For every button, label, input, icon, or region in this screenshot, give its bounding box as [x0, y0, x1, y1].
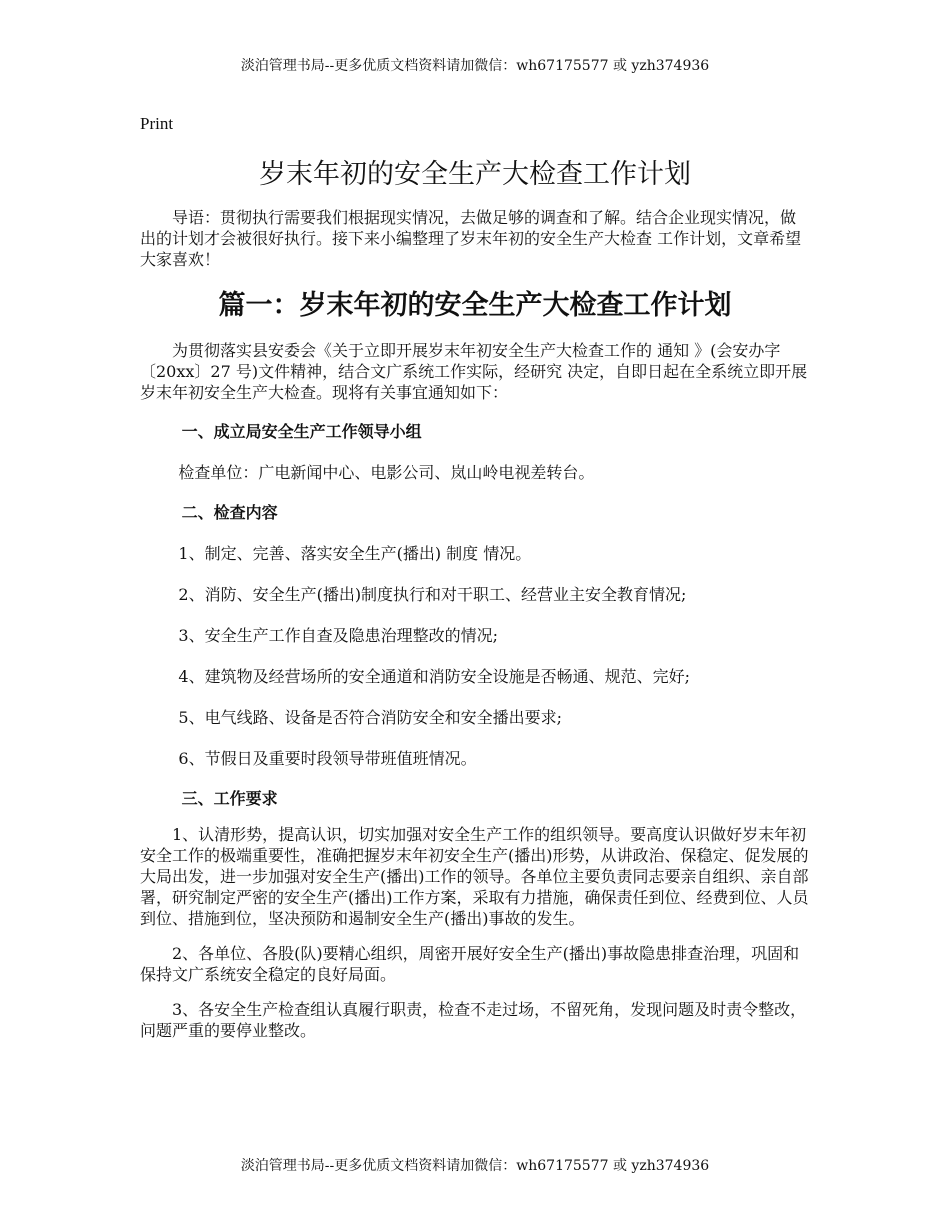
requirement-paragraph: 3、各安全生产检查组认真履行职责，检查不走过场，不留死角，发现问题及时责令整改，问题严重的要停业整改。: [140, 1000, 807, 1040]
requirement-paragraph: 2、各单位、各股(队)要精心组织，周密开展好安全生产(播出)事故隐患排查治理，巩固和保持文广系统安全稳定的良好局面。: [140, 944, 800, 984]
list-item: 3、安全生产工作自查及隐患治理整改的情况;: [178, 626, 498, 645]
list-item: 1、制定、完善、落实安全生产(播出) 制度 情况。: [178, 544, 532, 563]
page-header: 淡泊管理书局--更多优质文档资料请加微信：wh67175577 或 yzh374936: [240, 58, 710, 74]
print-label: Print: [140, 114, 174, 133]
section2-heading: 二、检查内容: [181, 503, 278, 522]
list-item: 2、消防、安全生产(播出)制度执行和对干职工、经营业主安全教育情况;: [178, 585, 687, 604]
requirement-paragraph: 1、认清形势，提高认识，切实加强对安全生产工作的组织领导。要高度认识做好岁末年初安全工作的极端重要性，准确把握岁末年初安全生产(播出)形势，从讲政治、保稳定、促发展的大局出发，进一步加强对安全生产(播出)工作的领导。各单位主要负责同志要亲自组织、亲自部署，研究制定严密的安全生产(播出)工作方案，采取有力措施，确保责任到位、经费到位、人员到位、措施到位，坚决预防和遏制安全生产(播出)事故的发生。: [140, 825, 809, 928]
list-item: 5、电气线路、设备是否符合消防安全和安全播出要求;: [178, 708, 562, 727]
page-footer: 淡泊管理书局--更多优质文档资料请加微信：wh67175577 或 yzh374936: [240, 1158, 710, 1174]
list-item: 4、建筑物及经营场所的安全通道和消防安全设施是否畅通、规范、完好;: [178, 667, 690, 686]
intro-paragraph: 导语：贯彻执行需要我们根据现实情况，去做足够的调查和了解。结合企业现实情况，做出的计划才会被很好执行。接下来小编整理了岁末年初的安全生产大检查 工作计划，文章希望大家喜欢！: [140, 208, 802, 269]
section1-text: 检查单位：广电新闻中心、电影公司、岚山岭电视差转台。: [178, 463, 595, 482]
document-body: [140, 155, 810, 1041]
section3-heading: 三、工作要求: [181, 789, 278, 808]
document-title: 岁末年初的安全生产大检查工作计划: [259, 159, 691, 190]
list-item: 6、节假日及重要时段领导带班值班情况。: [178, 749, 477, 768]
opening-paragraph: 为贯彻落实县安委会《关于立即开展岁末年初安全生产大检查工作的 通知 》(会安办字〔20xx〕27 号)文件精神，结合文广系统工作实际，经研究 决定，自即日起在全系统立即开展岁末年初安全生产大检查。现将有关事宜通知如下：: [140, 341, 808, 402]
section-subtitle: 篇一：岁末年初的安全生产大检查工作计划: [218, 290, 732, 321]
section1-heading: 一、成立局安全生产工作领导小组: [181, 422, 422, 441]
